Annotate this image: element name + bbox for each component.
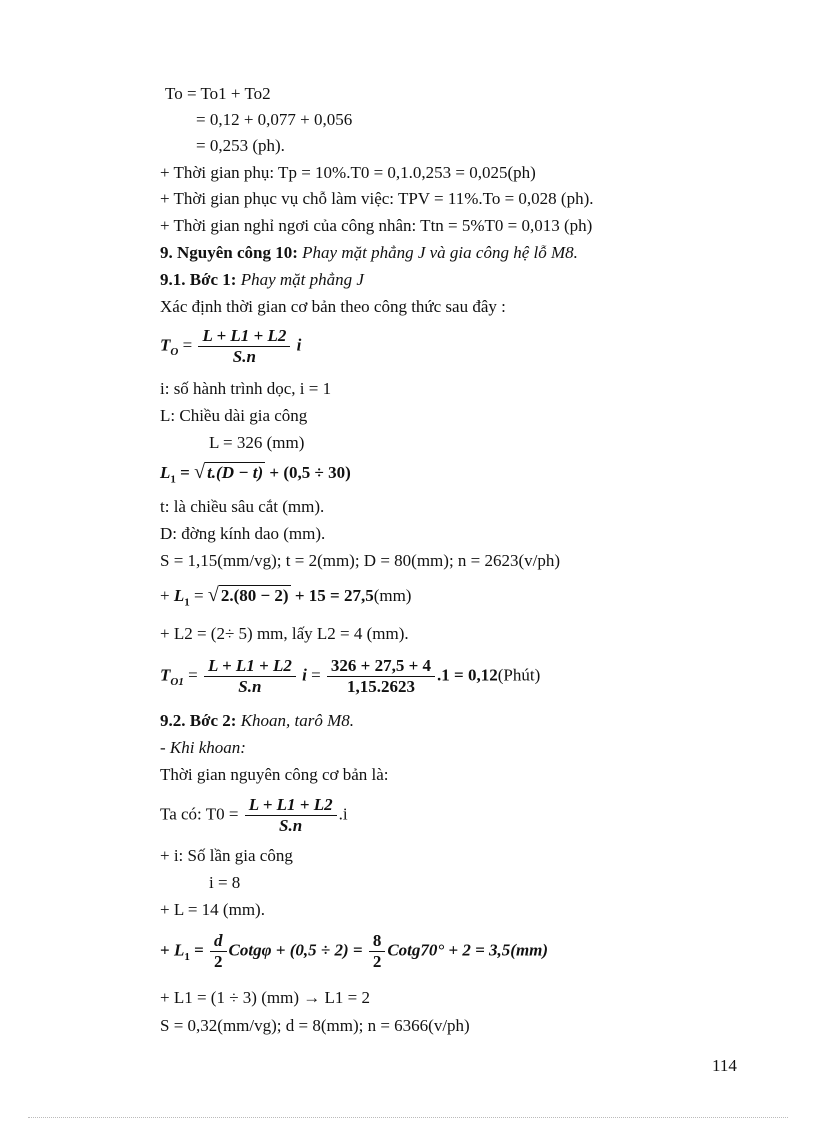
t0-result-line: = 0,253 (ph). <box>196 136 285 155</box>
params-step1: S = 1,15(mm/vg); t = 2(mm); D = 80(mm); n = 2623(v/ph) <box>160 551 561 570</box>
step-heading-9-2 <box>160 711 354 731</box>
i-value-line: i = 8 <box>209 873 241 892</box>
L1-range-line: + L1 = (1 ÷ 3) (mm) → L1 = 2 <box>160 988 370 1007</box>
time-rest-line: + Thời gian nghỉ ngơi của công nhân: Ttn = 5%T0 = 0,013 (ph) <box>160 216 593 235</box>
params-step2: S = 0,32(mm/vg); d = 8(mm); n = 6366(v/ph) <box>160 1016 470 1035</box>
step-title: Khoan, tarô M8. <box>240 711 355 730</box>
i-count-line: + i: Số lần gia công <box>160 846 293 865</box>
formula-T0-drill: Ta có: T0 = $\frac{L + L1 + L2}{S.n}$ .i <box>160 795 348 835</box>
step-label: 9.1. Bớc 1: <box>160 270 237 289</box>
i-definition: i: số hành trình dọc, i = 1 <box>160 379 332 398</box>
L2-line: + L2 = (2÷ 5) mm, lấy L2 = 4 (mm). <box>160 624 409 643</box>
page-number: 114 <box>712 1056 737 1075</box>
section-label: 9. Nguyên công 10: <box>160 243 298 262</box>
L-definition: L: Chiều dài gia công <box>160 406 308 425</box>
section-heading-9 <box>160 243 578 263</box>
formula-t0: $T_O$ = $\frac{L + L1 + L2}{S.n}$ i <box>160 326 302 366</box>
section-title: Phay mặt phẳng J và gia công hệ lỗ M8. <box>302 243 578 262</box>
L-14-line: + L = 14 (mm). <box>160 900 265 919</box>
time-aux-line: + Thời gian phụ: Tp = 10%.T0 = 0,1.0,253 = 0,025(ph) <box>160 163 536 182</box>
D-definition: D: đờng kính dao (mm). <box>160 524 326 543</box>
time-service-line: + Thời gian phục vụ chỗ làm việc: TPV = 11%.To = 0,028 (ph). <box>160 189 594 208</box>
L1-calculation: + $L_1$ = √ 2.(80 − 2) + 15 = 27,5(mm) <box>160 584 412 609</box>
step-label: 9.2. Bớc 2: <box>160 711 237 730</box>
t0-calc-line: = 0,12 + 0,077 + 0,056 <box>196 110 353 129</box>
step-heading-9-1 <box>160 270 364 290</box>
t-definition: t: là chiều sâu cắt (mm). <box>160 497 325 516</box>
footer-divider <box>28 1117 788 1118</box>
formula-fraction: $\frac{L + L1 + L2}{S.n}$ <box>198 327 290 366</box>
formula-L1: $L_1$ = √ t.(D − t) + (0,5 ÷ 30) <box>160 461 351 486</box>
formula-L1-drill: + $L_1$ = $\frac{d}{2}$ Cotgφ + (0,5 ÷ 2) = $\frac{8}{2}$ Cotg70° + 2 = 3,5(mm) <box>160 931 549 971</box>
step-title: Phay mặt phẳng J <box>240 270 364 289</box>
drilling-subheading: - Khi khoan: <box>160 738 246 757</box>
L-value: L = 326 (mm) <box>209 433 305 452</box>
intro-text: Xác định thời gian cơ bản theo công thức sau đây : <box>160 297 506 316</box>
t0-sum-line: To = To1 + To2 <box>165 84 271 103</box>
formula-T01: $T_{O1}$ = $\frac{L + L1 + L2}{S.n}$ i = $\frac{326 + 27,5 + 4}{1,15.2623}$ .1 = 0,12(Phút) <box>160 656 541 696</box>
basic-time-text: Thời gian nguyên công cơ bản là: <box>160 765 389 784</box>
